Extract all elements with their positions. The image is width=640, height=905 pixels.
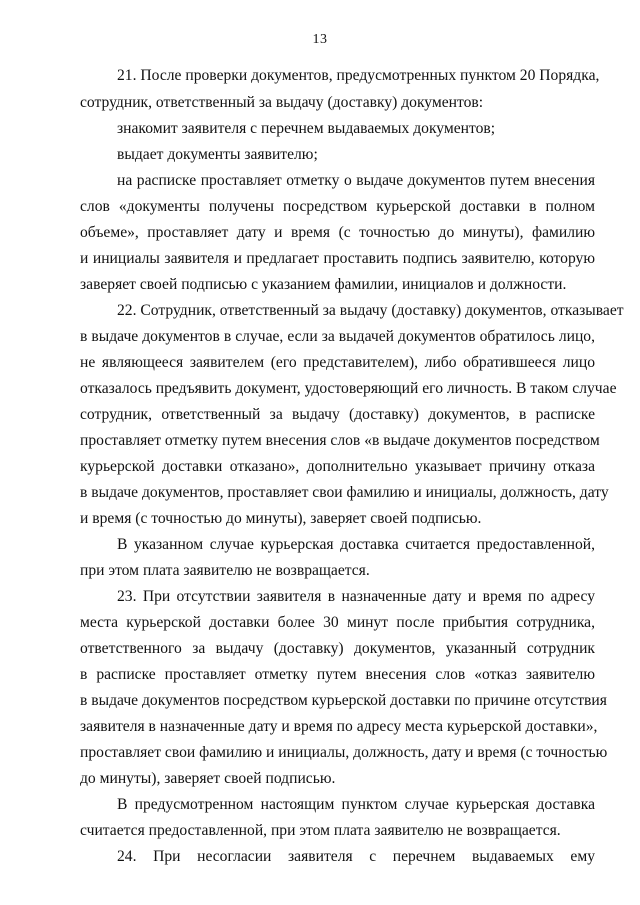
text-line: при этом плата заявителю не возвращается. xyxy=(80,562,370,579)
text-line: заверяет своей подписью с указанием фамилии, инициалов и должности. xyxy=(80,276,567,293)
text-line: и время (с точностью до минуты), заверяет своей подписью. xyxy=(80,510,482,527)
text-line: отказалось предъявить документ, удостоверяющий его личность. В таком случае xyxy=(80,380,617,397)
text-line: 21. После проверки документов, предусмотренных пунктом 20 Порядка, xyxy=(117,67,600,84)
text-line: в расписке проставляет отметку путем внесения слов «отказ заявителю xyxy=(80,666,595,683)
text-line: не являющееся заявителем (его представителем), либо обратившееся лицо xyxy=(80,354,595,371)
text-line: сотрудник, ответственный за выдачу (доставку) документов, в расписке xyxy=(80,406,595,423)
text-line: знакомит заявителя с перечнем выдаваемых документов; xyxy=(117,120,496,137)
text-line: слов «документы получены посредством курьерской доставки в полном xyxy=(80,198,595,215)
text-line: ответственного за выдачу (доставку) документов, указанный сотрудник xyxy=(80,640,595,657)
text-line: В предусмотренном настоящим пунктом случае курьерская доставка xyxy=(117,796,595,813)
text-line: в выдаче документов в случае, если за выдачей документов обратилось лицо, xyxy=(80,328,595,345)
text-line: считается предоставленной, при этом плата заявителю не возвращается. xyxy=(80,822,561,839)
text-line: места курьерской доставки более 30 минут после прибытия сотрудника, xyxy=(80,614,595,631)
text-line: курьерской доставки отказано», дополнительно указывает причину отказа xyxy=(80,458,595,475)
text-line: заявителя в назначенные дату и время по адресу места курьерской доставки», xyxy=(80,718,598,735)
text-line: проставляет свои фамилию и инициалы, должность, дату и время (с точностью xyxy=(80,744,608,761)
text-line: 24. При несогласии заявителя с перечнем выдаваемых ему xyxy=(117,848,595,865)
text-line: в выдаче документов, проставляет свои фамилию и инициалы, должность, дату xyxy=(80,484,609,501)
page-number: 13 xyxy=(312,32,328,47)
text-line: проставляет отметку путем внесения слов «в выдаче документов посредством xyxy=(80,432,600,449)
text-line: сотрудник, ответственный за выдачу (доставку) документов: xyxy=(80,94,484,111)
text-line: до минуты), заверяет своей подписью. xyxy=(80,770,336,787)
text-line: 22. Сотрудник, ответственный за выдачу (доставку) документов, отказывает xyxy=(117,302,624,319)
text-line: выдает документы заявителю; xyxy=(117,146,318,163)
text-line: В указанном случае курьерская доставка считается предоставленной, xyxy=(117,536,595,553)
text-line: на расписке проставляет отметку о выдаче документов путем внесения xyxy=(117,172,595,189)
text-line: 23. При отсутствии заявителя в назначенные дату и время по адресу xyxy=(117,588,595,605)
text-line: и инициалы заявителя и предлагает проставить подпись заявителю, которую xyxy=(80,250,595,267)
text-line: объеме», проставляет дату и время (с точностью до минуты), фамилию xyxy=(80,224,595,241)
text-line: в выдаче документов посредством курьерской доставки по причине отсутствия xyxy=(80,692,607,709)
